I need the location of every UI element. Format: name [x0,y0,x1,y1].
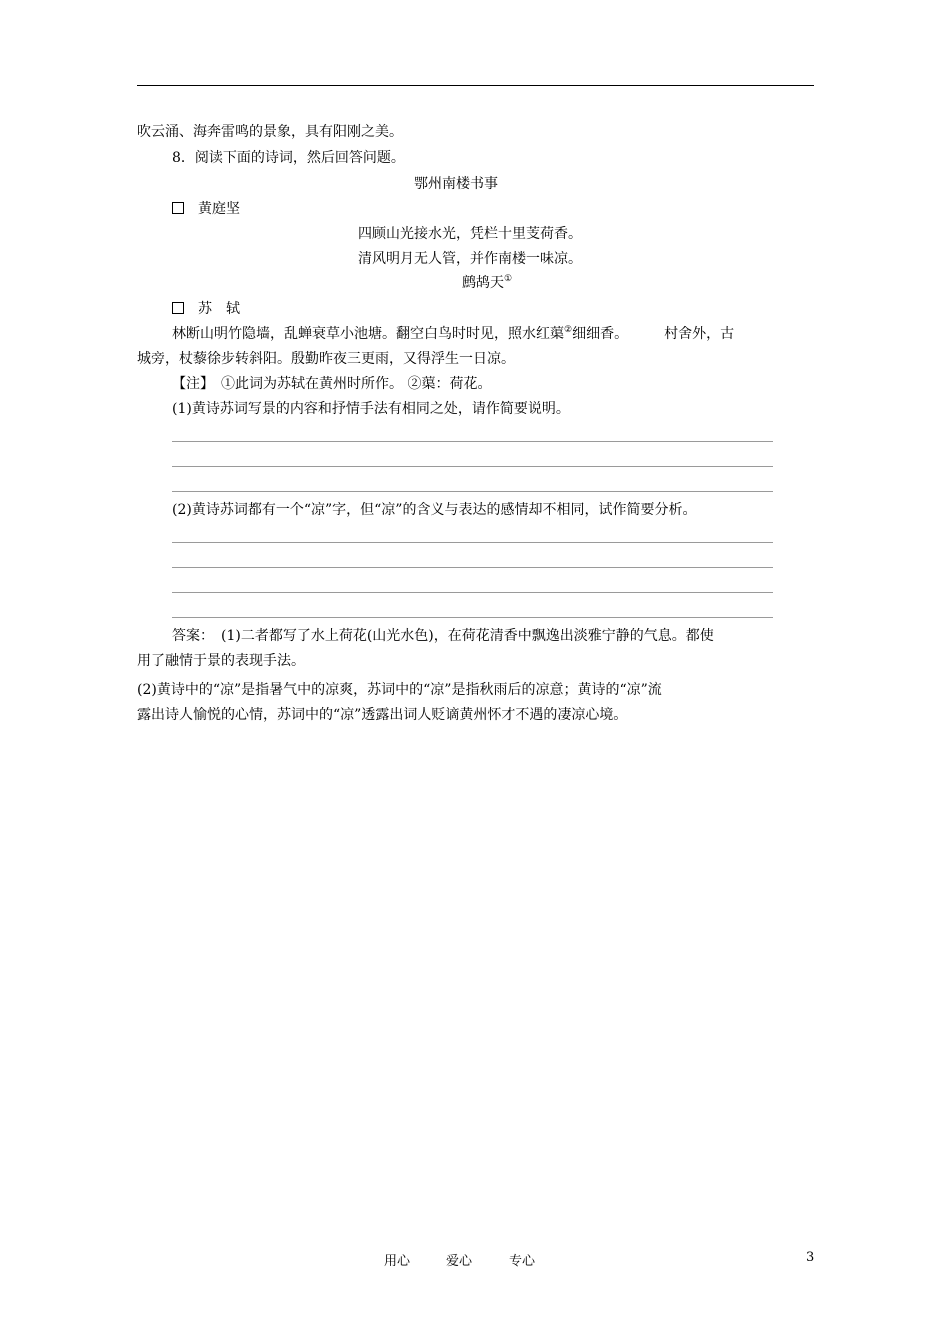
answer-1-line-1: 答案： (1)二者都写了水上荷花(山光水色)，在荷花清香中飘逸出淡雅宁静的气息。都使 [172,628,714,644]
answer-line [172,592,773,593]
answer-line [172,466,773,467]
answer-line [172,491,773,492]
answer-line [172,441,773,442]
footer-middle: 爱心 [446,1254,473,1269]
answer-2-line-2: 露出诗人愉悦的心情，苏词中的“凉”透露出词人贬谪黄州怀才不遇的凄凉心境。 [137,707,628,723]
footnote-mark-1: ① [504,274,513,284]
poem2-body-line-1 [172,324,734,344]
header-rule [137,85,814,86]
poem1-title: 鄂州南楼书事 [414,176,498,192]
poem1-author-line [172,199,240,219]
answer-line [172,542,773,543]
footer-left: 用心 [384,1254,411,1269]
answer-1-line-2: 用了融情于景的表现手法。 [137,653,305,669]
poem2-author-line [172,299,240,319]
poem2-text-b: 细细香。 [572,326,629,342]
footnote-mark-2: ② [564,325,573,335]
continuation-text: 吹云涌、海奔雷鸣的景象，具有阳刚之美。 [137,124,403,140]
answer-line [172,617,773,618]
poem1-line-2: 清风明月无人管，并作南楼一味凉。 [358,251,582,267]
checkbox-icon [172,302,184,314]
poem2-title-line [462,273,512,293]
answer-line [172,567,773,568]
sub-question-2: (2)黄诗苏词都有一个“凉”字，但“凉”的含义与表达的感情却不相同，试作简要分析。 [172,502,697,518]
poem2-body-line-2: 城旁，杖藜徐步转斜阳。殷勤昨夜三更雨，又得浮生一日凉。 [137,351,515,367]
note-text: 【注】 ①此词为苏轼在黄州时所作。 ②蕖：荷花。 [172,376,492,392]
footer-right: 专心 [509,1254,536,1269]
poem2-author: 苏 轼 [198,301,240,317]
sub-question-1: (1)黄诗苏词写景的内容和抒情手法有相同之处，请作简要说明。 [172,401,570,417]
poem1-author: 黄庭坚 [198,201,240,217]
page-number: 3 [806,1250,815,1265]
poem2-text-a: 林断山明竹隐墙，乱蝉衰草小池塘。翻空白鸟时时见，照水红蕖 [172,326,564,342]
checkbox-icon [172,202,184,214]
poem1-line-1: 四顾山光接水光，凭栏十里芰荷香。 [358,226,582,242]
poem2-text-c: 村舍外，古 [664,326,735,342]
poem2-title: 鹧鸪天 [462,275,504,291]
question-heading: 8．阅读下面的诗词，然后回答问题。 [172,150,405,166]
answer-2-line-1: (2)黄诗中的“凉”是指暑气中的凉爽，苏词中的“凉”是指秋雨后的凉意；黄诗的“凉”流 [137,682,662,698]
